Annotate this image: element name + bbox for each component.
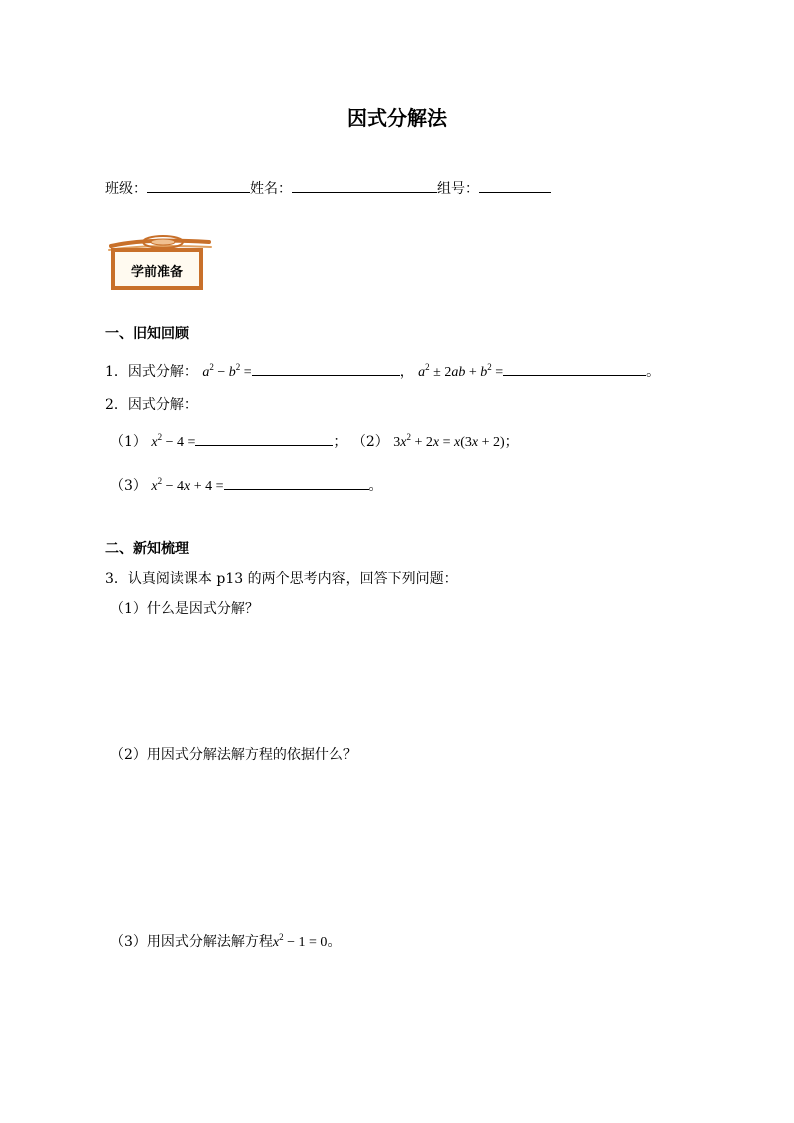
q1-expr-a: $a^2 - b^2$ = bbox=[202, 362, 252, 380]
sub3-prefix: （3）用因式分解法解方程 bbox=[110, 934, 273, 950]
question-1 bbox=[105, 358, 660, 382]
question-2-line1 bbox=[110, 428, 519, 452]
class-blank[interactable] bbox=[147, 178, 250, 193]
group-blank[interactable] bbox=[479, 178, 551, 193]
question-2-line2 bbox=[110, 472, 383, 496]
q1-blank-a[interactable] bbox=[252, 361, 400, 376]
q2-1-expr: $x^2 - 4$ = bbox=[151, 432, 196, 450]
name-label: 姓名： bbox=[250, 181, 292, 197]
question-3-sub2: （2）用因式分解法解方程的依据什么？ bbox=[110, 747, 357, 763]
q2-1-label: （1） bbox=[110, 434, 147, 450]
name-blank[interactable] bbox=[292, 178, 437, 193]
class-label: 班级： bbox=[105, 181, 147, 197]
q2-3-blank[interactable] bbox=[224, 475, 369, 490]
q1-comma: ， bbox=[399, 364, 414, 380]
q2-3-expr: $x^2 - 4x + 4$ = bbox=[151, 476, 224, 494]
section1-heading: 一、旧知回顾 bbox=[105, 326, 189, 342]
q2-1-blank[interactable] bbox=[195, 431, 333, 446]
q2-2-expr: $3x^2 + 2x = x(3x + 2)$ bbox=[393, 432, 505, 450]
q2-3-label: （3） bbox=[110, 478, 147, 494]
student-info-line bbox=[105, 178, 551, 198]
q1-expr-b: $a^2 \pm 2ab + b^2$ = bbox=[418, 362, 504, 380]
group-label: 组号： bbox=[437, 181, 479, 197]
section2-heading: 二、新知梳理 bbox=[105, 541, 189, 557]
q2-2-end: ； bbox=[504, 434, 519, 450]
sub3-equation: $x^2 - 1 = 0$ bbox=[272, 932, 328, 950]
badge-label: 学前准备 bbox=[130, 265, 183, 280]
question-3: 3．认真阅读课本 p13 的两个思考内容，回答下列问题： bbox=[105, 571, 458, 587]
q2-3-end: 。 bbox=[368, 478, 383, 494]
q1-prefix: 1．因式分解： bbox=[105, 364, 198, 380]
q2-2-label: （2） bbox=[351, 434, 389, 450]
q1-blank-b[interactable] bbox=[503, 361, 646, 376]
page-title: 因式分解法 bbox=[347, 106, 447, 130]
badge-frame bbox=[111, 248, 203, 290]
q1-end: 。 bbox=[646, 364, 661, 380]
sub3-end: 。 bbox=[327, 934, 342, 950]
question-2-prefix: 2．因式分解： bbox=[105, 397, 198, 413]
q2-sep: ； bbox=[333, 434, 348, 450]
badge-preparation bbox=[105, 230, 215, 296]
question-3-sub1: （1）什么是因式分解？ bbox=[110, 601, 259, 617]
question-3-sub3 bbox=[110, 928, 341, 952]
